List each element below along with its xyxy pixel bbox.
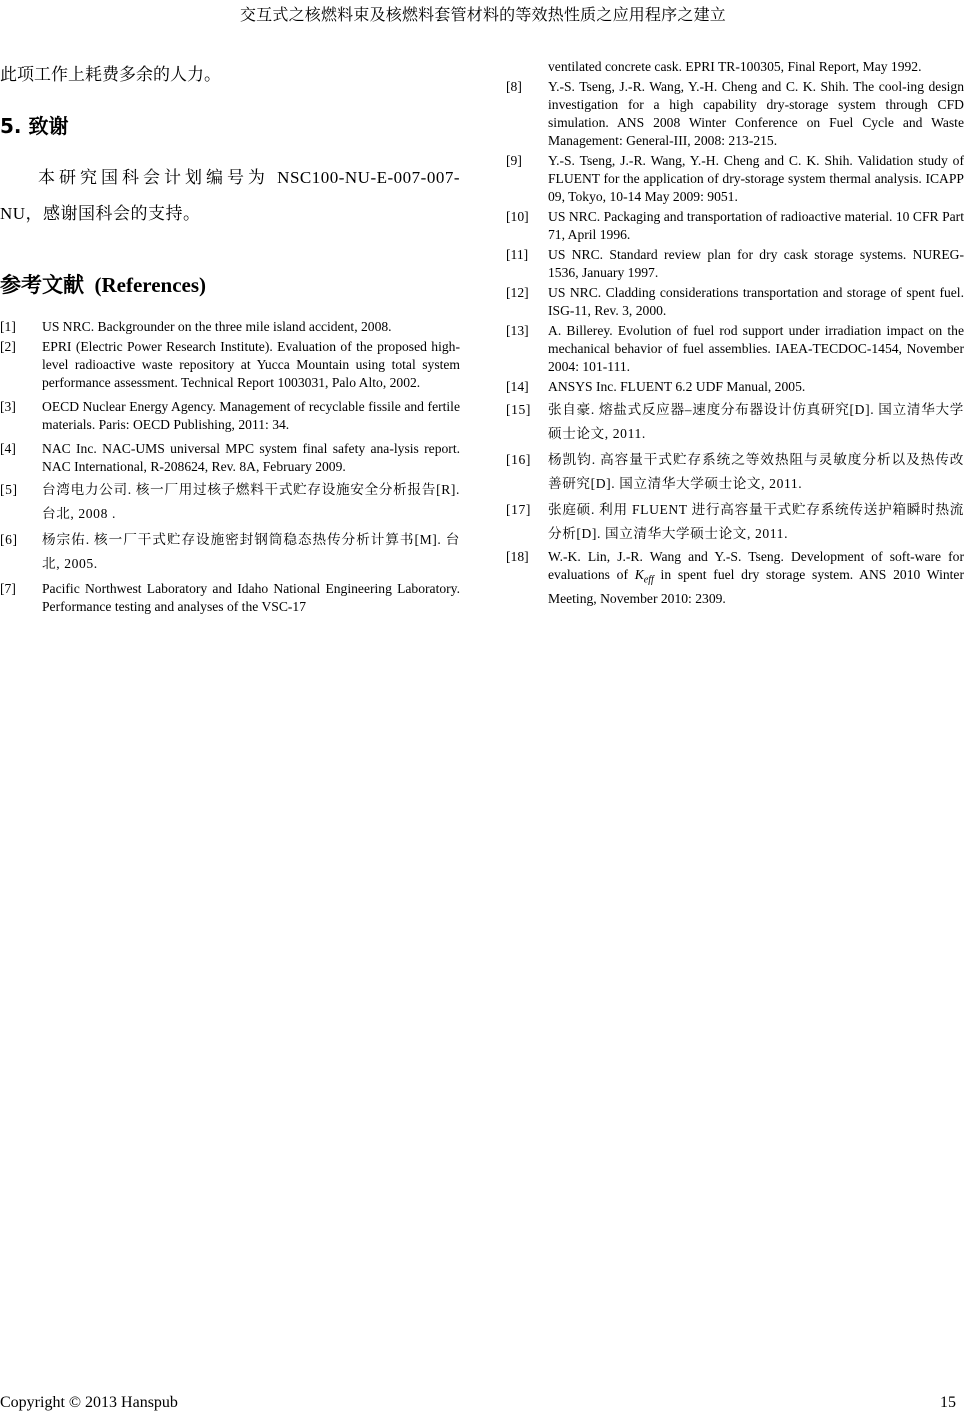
reference-number: [16] (506, 452, 532, 467)
left-column (0, 58, 460, 618)
reference-text: 杨宗佑. 核一厂干式贮存设施密封钢筒稳态热传分析计算书[M]. 台北, 2005. (42, 532, 460, 571)
reference-item (0, 398, 460, 434)
reference-text: 杨凯钧. 高容量干式贮存系统之等效热阻与灵敏度分析以及热传改善研究[D]. 国立清华大学硕士论文, 2011. (548, 452, 964, 491)
reference-item (0, 478, 460, 526)
reference-item (0, 338, 460, 392)
reference-item (506, 78, 964, 150)
reference-number: [3] (0, 399, 16, 414)
reference-item (506, 322, 964, 376)
reference-text: 台湾电力公司. 核一厂用过核子燃料干式贮存设施安全分析报告[R]. 台北, 2008 . (42, 482, 460, 521)
reference-number: [8] (506, 79, 522, 94)
reference-text: US NRC. Standard review plan for dry cask storage systems. NUREG-1536, January 1997. (548, 247, 964, 280)
acknowledgement-paragraph: 本研究国科会计划编号为 NSC100-NU-E-007-007-NU，感谢国科会的支持。 (0, 168, 460, 223)
reference-text: ANSYS Inc. FLUENT 6.2 UDF Manual, 2005. (548, 379, 806, 394)
reference-item (0, 528, 460, 576)
reference-continuation (506, 58, 964, 76)
reference-number: [10] (506, 209, 529, 224)
reference-text: 张庭硕. 利用 FLUENT 进行高容量干式贮存系统传送护箱瞬时热流分析[D]. 国立清华大学硕士论文, 2011. (548, 502, 964, 541)
reference-item (506, 378, 964, 396)
copyright-footer: Copyright © 2013 Hanspub (0, 1394, 178, 1411)
reference-item (506, 208, 964, 244)
reference-text: A. Billerey. Evolution of fuel rod support under irradiation impact on the mechanical behavior of fuel assemblies. IAEA-TECDOC-1454, November 2004: 101-111. (548, 323, 964, 374)
reference-text: US NRC. Cladding considerations transportation and storage of spent fuel. ISG-11, Rev. 3, 2000. (548, 285, 964, 318)
reference-number: [14] (506, 379, 529, 394)
reference-number: [1] (0, 319, 16, 334)
references-title (0, 270, 460, 300)
reference-text: Pacific Northwest Laboratory and Idaho National Engineering Laboratory. Performance testing and analyses of the VSC-17 (42, 581, 460, 614)
reference-number: [17] (506, 502, 532, 517)
reference-text: Y.-S. Tseng, J.-R. Wang, Y.-H. Cheng and C. K. Shih. Validation study of FLUENT for the application of dry-storage system thermal analysis. ICAPP 09, Tokyo, 10-14 May 2009: 9051. (548, 153, 964, 204)
reference-item (0, 318, 460, 336)
reference-text: 张自豪. 熔盐式反应器–速度分布器设计仿真研究[D]. 国立清华大学硕士论文, 2011. (548, 402, 964, 441)
reference-text: EPRI (Electric Power Research Institute). Evaluation of the proposed high-level radioactive waste repository at Yucca Mountain using total system performance assessment. Technical Report 1003031, Palo Alto, 2002. (42, 339, 460, 390)
reference-number: [13] (506, 323, 529, 338)
references-title-en: (References) (94, 273, 207, 297)
reference-item (506, 498, 964, 546)
reference-text: OECD Nuclear Energy Agency. Management of recyclable fissile and fertile materials. Paris: OECD Publishing, 2011: 34. (42, 399, 460, 432)
reference-item (506, 284, 964, 320)
reference-item (506, 448, 964, 496)
reference-text: Y.-S. Tseng, J.-R. Wang, Y.-H. Cheng and C. K. Shih. The cool-ing design investigation for a high capability dry-storage system through CFD simulation. ANS 2008 Winter Conference on Fuel Cycle and Waste Management: General-III, 2008: 213-215. (548, 79, 964, 148)
page-number: 15 (940, 1394, 956, 1411)
k-eff-subscript: eff (643, 574, 654, 586)
running-header: 交互式之核燃料束及核燃料套管材料的等效热性质之应用程序之建立 (239, 7, 726, 24)
reference-number: [4] (0, 441, 16, 456)
reference-item (506, 548, 964, 608)
reference-number: [15] (506, 402, 532, 417)
reference-text: NAC Inc. NAC-UMS universal MPC system final safety ana-lysis report. NAC International, R-208624, Rev. 8A, February 2009. (42, 441, 460, 474)
reference-number: [18] (506, 549, 529, 564)
reference-item (0, 440, 460, 476)
reference-number: [5] (0, 482, 18, 497)
reference-number: [7] (0, 581, 16, 596)
reference-item (0, 580, 460, 616)
right-column (506, 58, 964, 610)
k-eff-symbol: K (634, 567, 644, 582)
reference-item (506, 152, 964, 206)
reference-number: [11] (506, 247, 529, 262)
reference-text: W.-K. Lin, J.-R. Wang and Y.-S. Tseng. Development of soft-ware for evaluations of (548, 549, 964, 582)
references-list-left (0, 318, 460, 616)
reference-item (506, 398, 964, 446)
references-title-cn: 参考文献 (0, 273, 84, 297)
section-acknowledgement-title: 5. 致谢 (0, 114, 69, 138)
reference-text: in spent fuel dry storage system. ANS 2010 Winter Meeting, November 2010: 2309. (548, 567, 964, 606)
reference-item (506, 246, 964, 282)
reference-number: [9] (506, 153, 522, 168)
reference-text: US NRC. Packaging and transportation of radioactive material. 10 CFR Part 71, April 1996. (548, 209, 964, 242)
reference-number: [6] (0, 532, 18, 547)
reference-number: [2] (0, 339, 16, 354)
reference-text: ventilated concrete cask. EPRI TR-100305, Final Report, May 1992. (548, 59, 922, 74)
lead-paragraph: 此项工作上耗费多余的人力。 (0, 65, 221, 84)
reference-text: US NRC. Backgrounder on the three mile island accident, 2008. (42, 319, 392, 334)
reference-number: [12] (506, 285, 529, 300)
